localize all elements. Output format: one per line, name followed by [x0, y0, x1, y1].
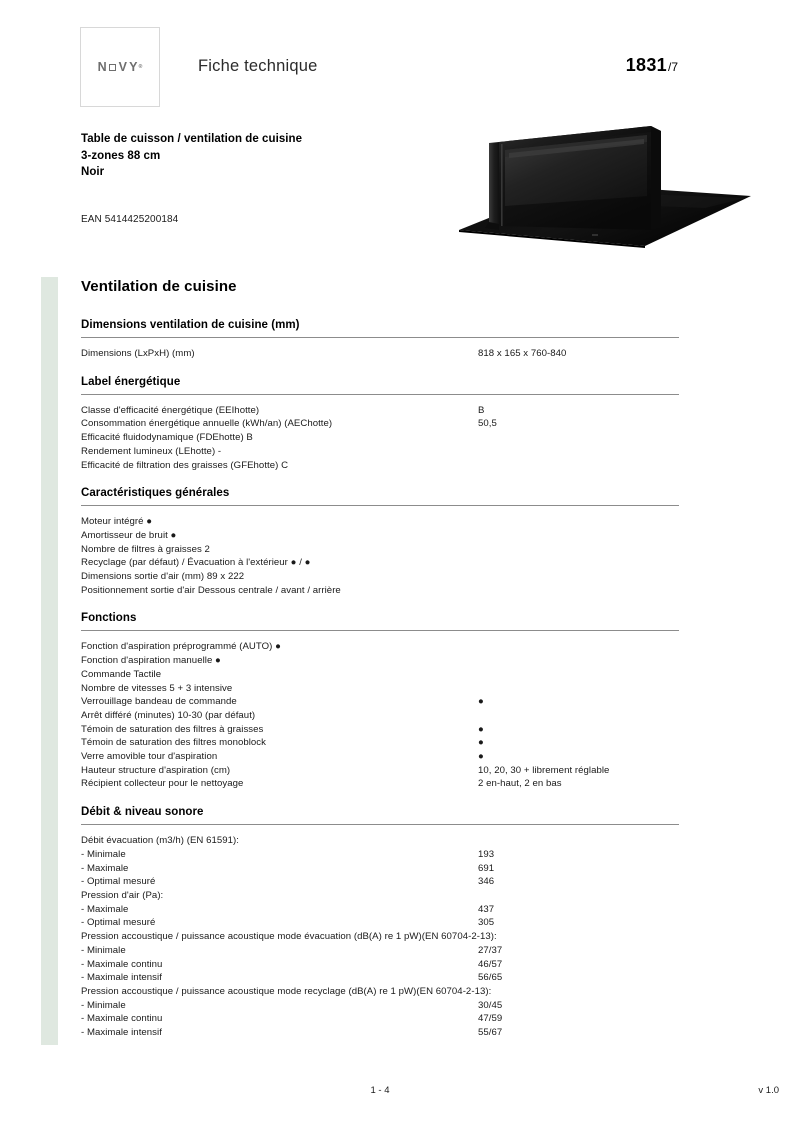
spec-value: 55/67: [478, 1027, 503, 1039]
section-divider: [81, 630, 679, 631]
spec-label: - Maximale: [81, 862, 129, 874]
spec-label: - Minimale: [81, 848, 126, 860]
spec-label: Hauteur structure d'aspiration (cm): [81, 764, 231, 776]
spec-label: Fonction d'aspiration manuelle ●: [81, 655, 221, 667]
spec-value: 27/37: [478, 944, 503, 956]
spec-value: ●: [478, 737, 484, 749]
spec-row: [81, 764, 679, 778]
spec-value: 46/57: [478, 958, 503, 970]
spec-label: Arrêt différé (minutes) 10-30 (par défaut): [81, 709, 256, 721]
spec-label: Verre amovible tour d'aspiration: [81, 751, 218, 763]
spec-value: 56/65: [478, 972, 503, 984]
spec-row: [81, 682, 679, 696]
spec-row: [81, 515, 679, 529]
spec-row: [81, 985, 679, 999]
product-name-line-1: Table de cuisson / ventilation de cuisine: [81, 133, 303, 145]
spec-row: [81, 777, 679, 791]
spec-section: [81, 486, 679, 597]
spec-label: Débit évacuation (m3/h) (EN 61591):: [81, 835, 239, 847]
spec-row: [81, 862, 679, 876]
spec-value: 305: [478, 917, 495, 929]
product-description: [81, 131, 411, 181]
spec-label: Témoin de saturation des filtres à graisses: [81, 723, 264, 735]
spec-row: [81, 736, 679, 750]
spec-label: Classe d'efficacité énergétique (EEIhotte): [81, 404, 260, 416]
spec-sections: [81, 318, 679, 1040]
spec-value: ●: [478, 723, 484, 735]
spec-row: [81, 723, 679, 737]
spec-label: - Maximale intensif: [81, 1027, 162, 1039]
model-suffix: /7: [667, 60, 678, 74]
ean-code: EAN 5414425200184: [81, 214, 179, 225]
logo-square-o-icon: [109, 64, 116, 71]
logo-letters-vy: VY: [118, 59, 140, 74]
spec-label: Récipient collecteur pour le nettoyage: [81, 778, 244, 790]
spec-section: [81, 805, 679, 1040]
spec-label: - Optimal mesuré: [81, 917, 156, 929]
spec-row: [81, 404, 679, 418]
spec-label: - Maximale continu: [81, 958, 163, 970]
spec-value: 30/45: [478, 999, 503, 1011]
spec-value: 437: [478, 903, 495, 915]
trademark-icon: ®: [138, 63, 143, 70]
spec-label: - Optimal mesuré: [81, 876, 156, 888]
spec-row: [81, 930, 679, 944]
spec-row: [81, 459, 679, 473]
model-identifier: [626, 55, 678, 76]
spec-row: [81, 750, 679, 764]
page-section-title: Ventilation de cuisine: [81, 278, 237, 295]
spec-row: [81, 654, 679, 668]
model-number: 1831: [625, 55, 667, 75]
document-title: Fiche technique: [198, 57, 318, 75]
spec-row: [81, 903, 679, 917]
spec-row: [81, 971, 679, 985]
novy-logo: [80, 27, 160, 107]
spec-rows: [81, 515, 679, 597]
spec-row: [81, 529, 679, 543]
spec-label: Dimensions sortie d'air (mm) 89 x 222: [81, 571, 245, 583]
spec-label: - Maximale: [81, 903, 129, 915]
spec-row: [81, 584, 679, 598]
footer-page-number: 1 - 4: [370, 1085, 390, 1096]
spec-row: [81, 1026, 679, 1040]
spec-label: Efficacité fluidodynamique (FDEhotte) B: [81, 432, 253, 444]
spec-label: Recyclage (par défaut) / Évacuation à l'extérieur ● / ●: [81, 557, 311, 569]
spec-section: [81, 375, 679, 473]
spec-row: [81, 875, 679, 889]
spec-row: [81, 958, 679, 972]
spec-row: [81, 709, 679, 723]
spec-label: Dimensions (LxPxH) (mm): [81, 348, 195, 359]
footer-version: v 1.0: [758, 1085, 779, 1096]
spec-row: [81, 431, 679, 445]
spec-row: [81, 999, 679, 1013]
spec-rows: [81, 834, 679, 1040]
spec-row: [81, 556, 679, 570]
spec-label: - Maximale intensif: [81, 972, 162, 984]
spec-value: 818 x 165 x 760-840: [478, 348, 567, 359]
section-divider: [81, 824, 679, 825]
spec-label: Moteur intégré ●: [81, 516, 153, 528]
spec-label: Pression accoustique / puissance acoustique mode recyclage (dB(A) re 1 pW)(EN 60704-2-13):: [81, 985, 492, 997]
spec-value: 691: [478, 862, 495, 874]
spec-label: Nombre de filtres à graisses 2: [81, 543, 210, 555]
spec-label: Consommation énergétique annuelle (kWh/an) (AEChotte): [81, 418, 333, 430]
spec-label: - Maximale continu: [81, 1013, 163, 1025]
specifications-content: [81, 278, 679, 1054]
spec-label: Témoin de saturation des filtres monoblock: [81, 737, 267, 749]
spec-label: Commande Tactile: [81, 668, 162, 680]
spec-row: [81, 834, 679, 848]
spec-row: [81, 695, 679, 709]
spec-value: ●: [478, 751, 484, 763]
logo-letter-n: N: [97, 59, 109, 74]
spec-rows: [81, 404, 679, 473]
spec-row: [81, 543, 679, 557]
section-heading: Dimensions ventilation de cuisine (mm): [81, 319, 300, 331]
spec-row: [81, 848, 679, 862]
spec-label: Pression d'air (Pa):: [81, 889, 164, 901]
spec-row: [81, 668, 679, 682]
section-heading: Label énergétique: [81, 375, 181, 388]
spec-section: [81, 611, 679, 791]
spec-label: Positionnement sortie d'air Dessous centrale / avant / arrière: [81, 584, 341, 596]
spec-row: [81, 889, 679, 903]
spec-value: 2 en-haut, 2 en bas: [478, 778, 562, 790]
spec-row: [81, 445, 679, 459]
spec-value: B: [478, 404, 485, 416]
section-heading: Caractéristiques générales: [81, 487, 230, 500]
section-divider: [81, 505, 679, 506]
spec-row: [81, 417, 679, 431]
spec-value: ●: [478, 696, 484, 708]
section-heading: Débit & niveau sonore: [81, 806, 204, 819]
spec-label: - Minimale: [81, 944, 126, 956]
section-divider: [81, 394, 679, 395]
spec-label: Efficacité de filtration des graisses (GFEhotte) C: [81, 459, 289, 471]
section-accent-bar: [41, 277, 58, 1045]
spec-row: [81, 944, 679, 958]
spec-row: [81, 916, 679, 930]
spec-label: Pression accoustique / puissance acoustique mode évacuation (dB(A) re 1 pW)(EN 60704-2-13):: [81, 931, 497, 943]
spec-section: [81, 318, 679, 361]
product-image: [455, 118, 755, 258]
spec-label: - Minimale: [81, 999, 126, 1011]
spec-value: 346: [478, 876, 495, 888]
product-name-line-3: Noir: [81, 166, 105, 178]
page-footer: [81, 1085, 779, 1101]
spec-row: [81, 347, 679, 361]
novy-logo-text: [98, 61, 143, 74]
spec-value: 10, 20, 30 + librement réglable: [478, 764, 610, 776]
spec-value: 50,5: [478, 418, 497, 430]
spec-label: Fonction d'aspiration préprogrammé (AUTO) ●: [81, 641, 281, 653]
spec-row: [81, 1012, 679, 1026]
spec-rows: [81, 640, 679, 791]
product-name-line-2: 3-zones 88 cm: [81, 149, 161, 162]
spec-row: [81, 570, 679, 584]
page-header: [80, 27, 678, 109]
spec-label: Amortisseur de bruit ●: [81, 529, 177, 541]
spec-rows: [81, 347, 679, 361]
section-divider: [81, 337, 679, 338]
spec-row: [81, 640, 679, 654]
downdraft-hood-illustration: [455, 118, 755, 258]
spec-label: Verrouillage bandeau de commande: [81, 696, 237, 708]
spec-label: Rendement lumineux (LEhotte) -: [81, 445, 222, 457]
section-heading: Fonctions: [81, 612, 137, 625]
spec-value: 47/59: [478, 1013, 503, 1025]
spec-label: Nombre de vitesses 5 + 3 intensive: [81, 682, 233, 694]
spec-value: 193: [478, 848, 495, 860]
